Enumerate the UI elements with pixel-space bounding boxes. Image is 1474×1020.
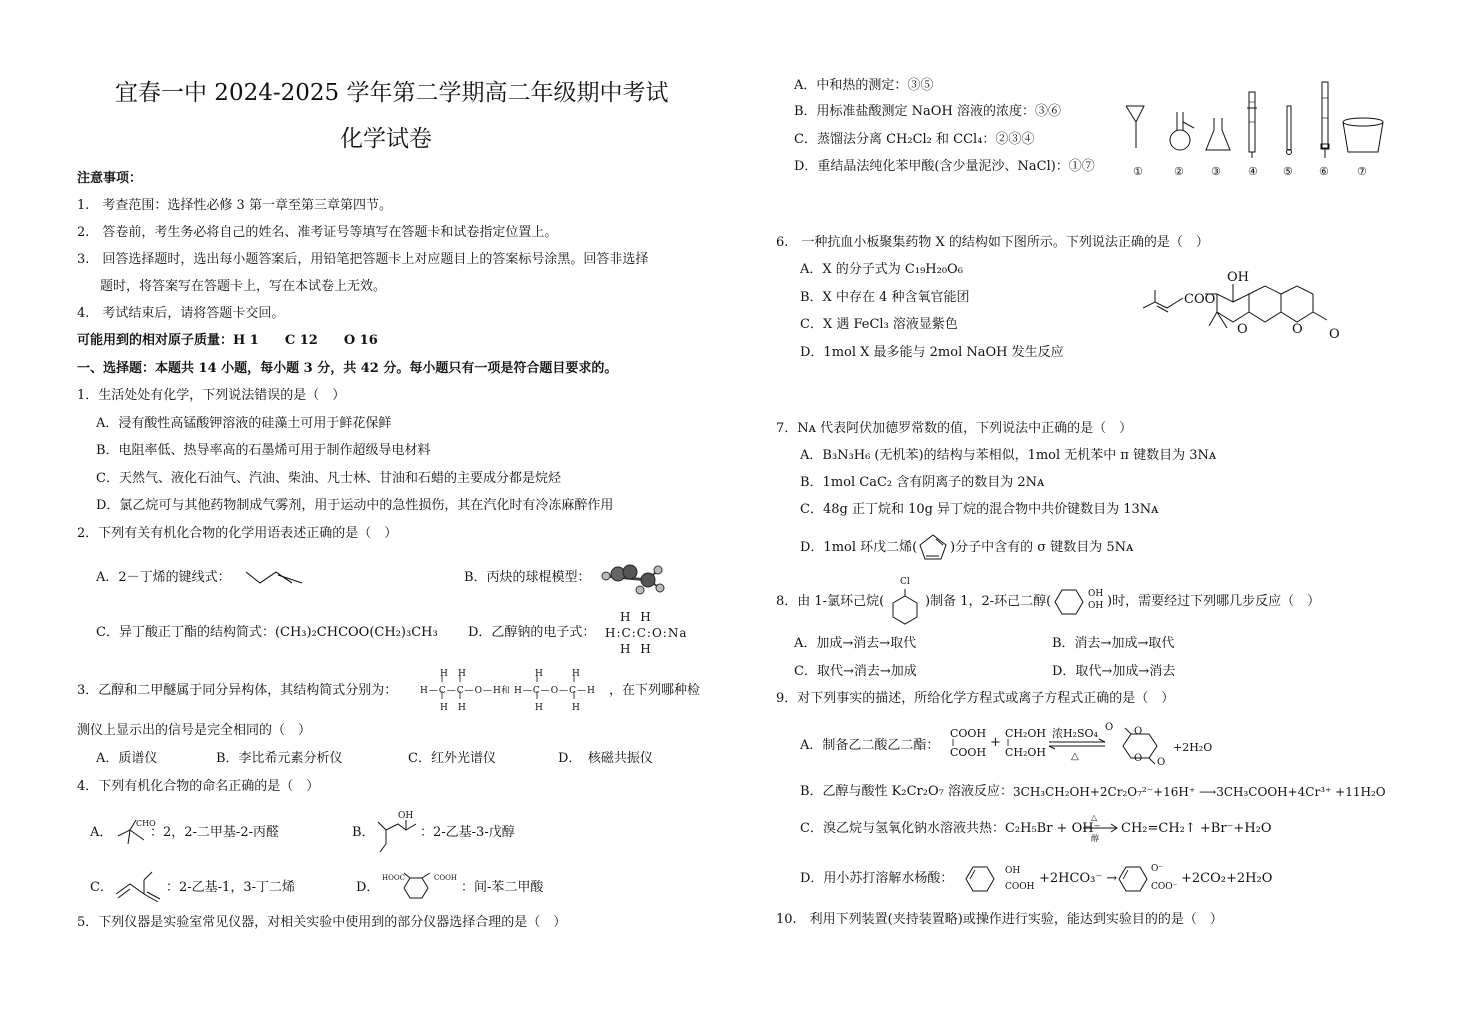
q7-option-b: B．1mol CaC₂ 含有阴离子的数目为 2Nᴀ: [800, 475, 1045, 490]
q9-option-c-products: CH₂=CH₂↑ +Br⁻+H₂O: [1121, 821, 1272, 836]
bond-line: [1005, 739, 1015, 747]
oh-label: OH: [1088, 601, 1104, 611]
h-atom: H: [535, 703, 543, 713]
h-atom: H: [440, 669, 448, 679]
butene-skeletal-figure: [244, 566, 304, 586]
oxygen-label: O: [1134, 726, 1143, 737]
note-item: 3. 回答选择题时，选出每小题答案后，用铅笔把答题卡上对应题目上的答案标号涂黑。回答非选择: [77, 252, 649, 267]
exam-subtitle: 化学试卷: [340, 126, 432, 152]
exam-title: 宜春一中 2024-2025 学年第二学期高二年级期中考试: [115, 80, 669, 106]
ether-structure-row: H—C—O—C—H: [514, 686, 596, 696]
question-3-stem-a: 3．乙醇和二甲醚属于同分异构体，其结构简式分别为：: [77, 683, 398, 698]
q1-option-c: C．天然气、液化石油气、汽油、柴油、凡士林、甘油和石蜡的主要成分都是烷烃: [96, 471, 561, 486]
h-atom: H: [440, 703, 448, 713]
question-3-stem-c: 测仪上显示出的信号是完全相同的（ ）: [77, 723, 312, 738]
notes-heading: 注意事项：: [77, 171, 143, 186]
salicylate-ring: [1118, 864, 1152, 894]
note-item: 题时，将答案写在答题卡上，写在本试卷上无效。: [100, 279, 387, 294]
apparatus-label: ①: [1133, 165, 1143, 178]
q1-option-b: B．电阻率低、热导率高的石墨烯可用于制作超级导电材料: [96, 443, 431, 458]
q4-option-c-label: C．: [90, 880, 113, 895]
ring-oxygen-label: O: [1237, 322, 1248, 337]
ch2oh-label: CH₂OH: [1005, 727, 1047, 740]
cho-group: CHO: [136, 819, 156, 828]
apparatus-label: ②: [1174, 165, 1184, 178]
question-5-stem: 5．下列仪器是实验室常见仪器，对相关实验中使用到的部分仪器选择合理的是（ ）: [77, 915, 567, 930]
ch2oh-label: CH₂OH: [1005, 746, 1047, 759]
q9-option-d-products: +2CO₂+2H₂O: [1181, 871, 1273, 886]
q5-option-c: C．蒸馏法分离 CH₂Cl₂ 和 CCl₄：②③④: [794, 132, 1035, 147]
heat-symbol: △: [1071, 751, 1079, 762]
q2-option-a: A．2－丁烯的键线式：: [96, 570, 231, 585]
note-item: 2. 答卷前，考生务必将自己的姓名、准考证号等填写在答题卡和试卷指定位置上。: [77, 225, 558, 240]
electron-formula-middle: H:C:C:O:Na: [605, 626, 688, 640]
isophthalic-acid-ring: [398, 872, 438, 902]
ester-label: COO: [1184, 292, 1216, 307]
q5-option-d: D．重结晶法纯化苯甲酸(含少量泥沙、NaCl)：①⑦: [794, 159, 1095, 174]
right-column: [737, 0, 1474, 1020]
hooc-group: HOOC: [382, 874, 405, 882]
cyclopentadiene-figure: [916, 532, 950, 562]
q2-option-d: D．乙醇钠的电子式：: [468, 625, 596, 640]
carboxylate-label: COO⁻: [1151, 882, 1178, 892]
question-8-stem-c: )时，需要经过下列哪几步反应（ ）: [1107, 594, 1321, 609]
question-6-stem: 6. 一种抗血小板聚集药物 X 的结构如下图所示。下列说法正确的是（ ）: [776, 235, 1209, 250]
q2-option-b: B．丙炔的球棍模型：: [464, 570, 591, 585]
cl-label: Cl: [900, 577, 910, 587]
q9-option-c-label: C．溴乙烷与氢氧化钠水溶液共热：C₂H₅Br + OH⁻: [800, 821, 1101, 836]
lab-apparatus-figure: [1122, 78, 1382, 168]
q1-option-d: D．氯乙烷可与其他药物制成气雾剂，用于运动中的急性损伤，其在汽化时有冷冻麻醉作用: [96, 498, 614, 513]
oxygen-label: O: [1105, 722, 1114, 733]
h-atom: H: [458, 703, 466, 713]
question-10-stem: 10. 利用下列装置(夹持装置略)或操作进行实验，能达到实验目的的是（ ）: [776, 912, 1223, 927]
h-atom: H: [458, 669, 466, 679]
cooh-label: COOH: [950, 746, 987, 759]
q3-option-b: B．李比希元素分析仪: [216, 751, 343, 766]
ethanol-structure-row: H—C—C—O—H: [420, 686, 502, 696]
q7-option-d-b: )分子中含有的 σ 键数目为 5Nᴀ: [950, 540, 1134, 555]
oh-label: OH: [1088, 589, 1104, 599]
q3-option-a: A．质谱仪: [96, 751, 158, 766]
atomic-mass-line: 可能用到的相对原子质量：H 1 C 12 O 16: [77, 333, 378, 348]
bicarbonate-term: +2HCO₃⁻ →: [1039, 871, 1118, 886]
ring-oxygen-label: O: [1292, 322, 1303, 337]
water-product: +2H₂O: [1173, 741, 1213, 754]
q9-option-b-label: B．乙醇与酸性 K₂Cr₂O₇ 溶液反应：: [800, 784, 1013, 799]
chlorocyclohexane-figure: [889, 586, 921, 626]
q5-option-b: B．用标准盐酸测定 NaOH 溶液的浓度：③⑥: [794, 104, 1061, 119]
question-1-stem: 1．生活处处有化学，下列说法错误的是（ ）: [77, 388, 346, 403]
arrow-top-label: △: [1091, 813, 1098, 822]
q7-option-c: C．48g 正丁烷和 10g 异丁烷的混合物中共价键数目为 13Nᴀ: [800, 502, 1159, 517]
cyclohexanediol-figure: [1054, 587, 1090, 617]
note-item: 4. 考试结束后，请将答题卡交回。: [77, 306, 285, 321]
question-2-stem: 2．下列有关有机化合物的化学用语表述正确的是（ ）: [77, 526, 398, 541]
q6-option-b: B．X 中存在 4 种含氧官能团: [800, 290, 970, 305]
h-atom: H: [572, 703, 580, 713]
section-heading: 一、选择题：本题共 14 小题，每小题 3 分，共 42 分。每小题只有一项是符合题目要求的。: [77, 361, 618, 376]
question-9-stem: 9．对下列事实的描述，所给化学方程式或离子方程式正确的是（ ）: [776, 691, 1175, 706]
question-8-stem-a: 8．由 1-氯环己烷(: [776, 594, 885, 609]
apparatus-label: ⑥: [1319, 165, 1329, 178]
question-7-stem: 7．Nᴀ 代表阿伏加德罗常数的值，下列说法中正确的是（ ）: [776, 421, 1133, 436]
salicylic-acid-ring: [965, 864, 999, 894]
reaction-arrow: [1081, 818, 1121, 838]
carbonyl-oxygen-label: O: [1329, 327, 1340, 342]
note-item: 1. 考查范围：选择性必修 3 第一章至第三章第四节。: [77, 198, 392, 213]
q7-option-a: A．B₃N₃H₆ (无机苯)的结构与苯相似，1mol 无机苯中 π 键数目为 3Nᴀ: [800, 448, 1217, 463]
q9-option-d-label: D．用小苏打溶解水杨酸：: [800, 871, 954, 886]
q8-option-b: B．消去→加成→取代: [1052, 636, 1175, 651]
q8-option-d: D．取代→加成→消去: [1052, 664, 1176, 679]
q8-option-c: C．取代→消去→加成: [794, 664, 917, 679]
q4-option-b-label: B．: [352, 825, 375, 840]
bond-line: [950, 739, 960, 747]
q9-option-a-label: A．制备乙二酸乙二酯：: [800, 738, 940, 753]
q9-option-b-equation: 3CH₃CH₂OH+2Cr₂O₇²⁻+16H⁺ ⟶3CH₃COOH+4Cr³⁺ +11H₂O: [1013, 785, 1386, 799]
oh-label: OH: [1005, 866, 1021, 876]
electron-formula-top: H H: [620, 610, 654, 624]
apparatus-label: ④: [1248, 165, 1258, 178]
q3-option-d: D． 核磁共振仪: [558, 751, 653, 766]
arrow-bottom-label: 醇: [1091, 834, 1099, 843]
q3-option-c: C．红外光谱仪: [408, 751, 496, 766]
oxygen-label: O: [1157, 757, 1166, 768]
apparatus-label: ③: [1211, 165, 1221, 178]
oxygen-label: O: [1134, 753, 1143, 764]
q4-option-a-name: ：2，2-二甲基-2-丙醛: [150, 825, 279, 840]
plus-sign: +: [990, 735, 1001, 750]
q4-option-c-name: ：2-乙基-1，3-丁二烯: [166, 880, 295, 895]
condition-label: 浓H₂SO₄: [1052, 727, 1098, 740]
q6-option-c: C．X 遇 FeCl₃ 溶液显紫色: [800, 317, 958, 332]
oh-label: OH: [1227, 270, 1249, 285]
cooh-label: COOH: [1005, 882, 1035, 892]
question-3-stem-b: ，在下列哪种检: [609, 683, 701, 698]
q4-option-d-label: D．: [356, 880, 380, 895]
cooh-label: COOH: [950, 727, 987, 740]
apparatus-label: ⑤: [1283, 165, 1293, 178]
q6-option-a: A．X 的分子式为 C₁₉H₂₀O₆: [800, 262, 963, 277]
electron-formula-bottom: H H: [620, 642, 654, 656]
q4-option-b-name: ：2-乙基-3-戊醇: [420, 825, 515, 840]
h-atom: H: [572, 669, 580, 679]
q4-option-a-label: A．: [90, 825, 113, 840]
phenoxide-label: O⁻: [1151, 864, 1164, 874]
h-atom: H: [535, 669, 543, 679]
q8-option-a: A．加成→消去→取代: [794, 636, 917, 651]
structure-conjunction: 和: [501, 686, 511, 696]
apparatus-label: ⑦: [1357, 165, 1367, 178]
question-8-stem-b: )制备 1，2-环己二醇(: [925, 594, 1052, 609]
cooh-group: COOH: [434, 874, 457, 882]
oh-group: OH: [398, 811, 414, 821]
q5-option-a: A．中和热的测定：③⑤: [794, 78, 934, 93]
q4-option-d-name: ：间-苯二甲酸: [461, 880, 544, 895]
q2-option-c: C．异丁酸正丁酯的结构简式：(CH₃)₂CHCOO(CH₂)₃CH₃: [96, 625, 438, 640]
structure-vertical-bonds: [436, 674, 586, 702]
q7-option-d-a: D．1mol 环戊二烯(: [800, 540, 918, 555]
q6-option-d: D．1mol X 最多能与 2mol NaOH 发生反应: [800, 345, 1064, 360]
propyne-ball-stick-model: [596, 556, 666, 596]
question-4-stem: 4．下列有机化合物的命名正确的是（ ）: [77, 779, 320, 794]
q1-option-a: A．浸有酸性高锰酸钾溶液的硅藻土可用于鲜花保鲜: [96, 416, 392, 431]
ethylbutadiene-skeletal: [114, 870, 166, 906]
